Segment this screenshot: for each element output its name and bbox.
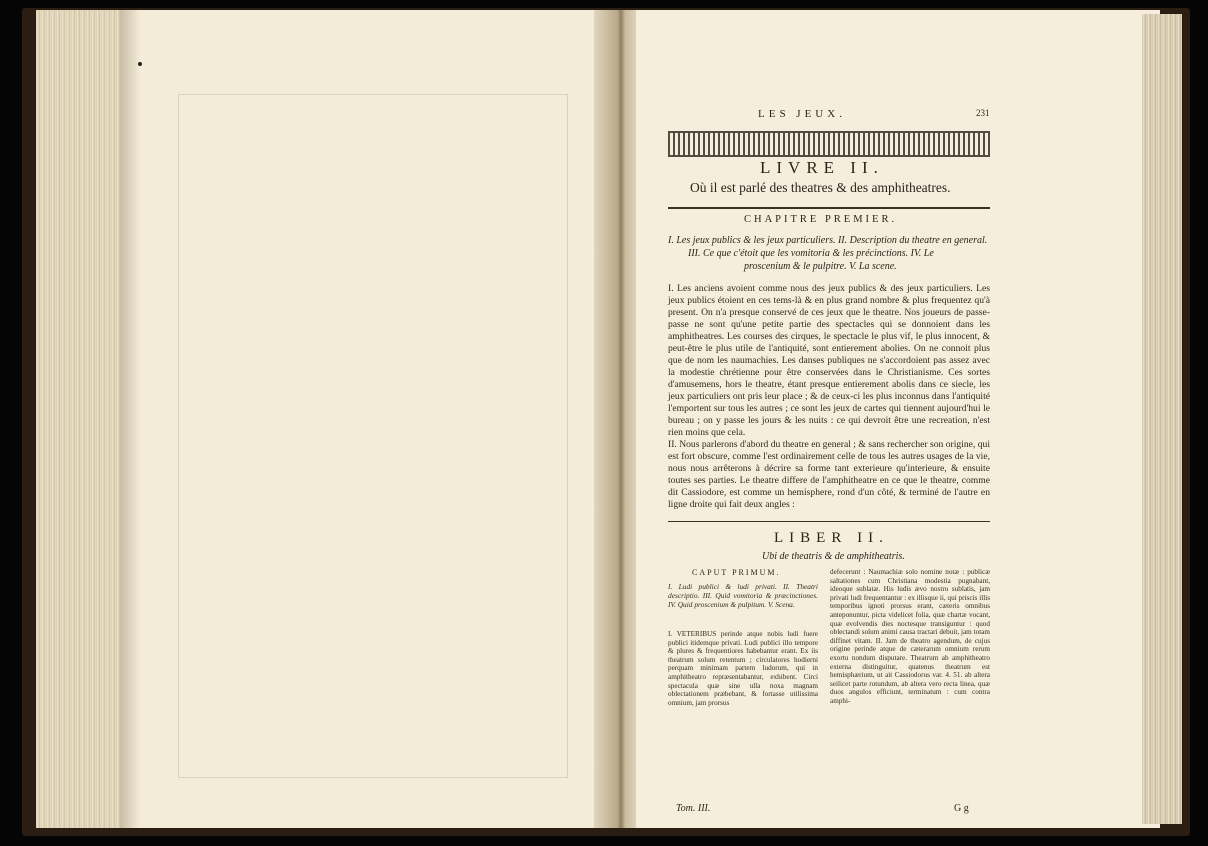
ink-spot [138, 62, 142, 66]
summary-line: I. Les jeux publics & les jeux particuliers. II. Description du theatre en general. [668, 235, 988, 246]
page-number: 231 [976, 108, 990, 118]
liber-subtitle: Ubi de theatris & de amphitheatris. [762, 551, 905, 562]
latin-column-left: I. VETERIBUS perinde atque nobis ludi fuere publici itidemque privati. Ludi publici illo tempore & plures & frequentiores habebantur erant. Ex iis theatrum solum retentum ; circulatores hodierni perquam minimam partem ludorum, qui in amphitheatro repræsentabantur, exhibent. Circi spectacula quæ sine ulla noxa magnam oblectationem præbebant, & fortasse utilissima omnium, jam prorsus [668, 630, 818, 707]
left-page [36, 10, 628, 828]
show-through-plate [178, 94, 568, 778]
latin-column-right: defecerunt : Naumachiæ solo nomine notæ : publicæ saltationes cum Christiana modestia pugnabant, ideoque sublatæ. His ludis ævo nostro sublatis, jam privati ludi frequentantur : ex illisque ii, qui priscis illis temporibus ignoti prorsus erant, cæteris omnibus anteponuntur, picta videlicet folia, quæ chartæ vocant, quæ evolvendis dies noctesque transiguntur : quod oblectandi solum animi causa tractari debuit, jam totam diffinet vitam. II. Jam de theatro agendum, de cujus origine perinde atque de cæterarum omnium rerum exortu nondum disputare. Theatrum ab amphitheatro externa distinguitur, quatenus theatrum est hemisphærium, ut ait Cassiodorus var. 4. 51. ab altera seilicet parte rotundum, ab altera vero recta linea, quæ duos angulos efficiunt, terminatum : cum contra amphi- [830, 568, 990, 705]
rule-top [668, 207, 990, 209]
volume-mark: Tom. III. [676, 803, 711, 814]
liber-title: LIBER II. [774, 530, 889, 546]
latin-summary: I. Ludi publici & ludi privati. II. Theatri descriptio. III. Quid vomitoria & præcinctiones. IV. Quid proscenium & pulpitum. V. Scena. [668, 582, 818, 609]
caput-title: CAPUT PRIMUM. [692, 568, 781, 577]
page-edges-right [1142, 14, 1182, 824]
chapter-title: CHAPITRE PREMIER. [744, 214, 898, 225]
paragraph-1: I. Les anciens avoient comme nous des jeux publics & des jeux particuliers. Les jeux publics étoient en ces tems-là & en plus grand nombre & plus frequentez qu'à present. On n'a presque conservé de ces jeux que le theatre. Nos joueurs de passe-passe ne sont qu'une petite partie des spectacles qui se donnoient dans les amphitheatres. Les courses des cirques, le spectacle le plus vif, le plus innocent, & peut-être le plus utile de l'antiquité, sont entierement abolies. On ne connoit plus que de nom les naumachies. Les danses publiques ne s'accordoient pas assez avec la modestie chrétienne pour être conservées dans le Christianisme. Ces sortes d'amusemens, hors le theatre, étant presque entierement abolis dans ce siecle, les jeux particuliers ont pris leur place ; & de ceux-ci les plus inconnus dans l'antiquité l'emportent sur tous les autres ; ce sont les jeux de cartes qui tiennent aujourd'hui le bureau ; on y passe les jours & les nuits : ce qui devroit être une recreation, n'est rien moins que cela. [668, 283, 990, 438]
french-text [668, 283, 990, 511]
livre-title: LIVRE II. [760, 158, 884, 177]
summary-line: III. Ce que c'étoit que les vomitoria & les précinctions. IV. Le [688, 248, 934, 259]
ornament-band [668, 131, 990, 157]
page-edges-left [36, 10, 120, 828]
signature-mark: G g [954, 803, 969, 814]
paragraph-2: II. Nous parlerons d'abord du theatre en general ; & sans rechercher son origine, qui est fort obscure, comme l'est ordinairement celle de tous les autres usages de la vie, nous nous arrêterons à décrire sa forme tant exterieure qu'interieure, & ensuite toutes ses parties. Le theatre differe de l'amphitheatre en ce que le theatre, comme dit Cassiodore, est comme un hemisphere, rond d'un côté, & terminé de l'autre en ligne droite qui fait deux angles : [668, 439, 990, 510]
livre-subtitle: Où il est parlé des theatres & des amphitheatres. [690, 180, 951, 195]
running-head: LES JEUX. [758, 108, 846, 120]
summary-line: proscenium & le pulpitre. V. La scene. [744, 261, 897, 272]
rule-mid [668, 521, 990, 522]
